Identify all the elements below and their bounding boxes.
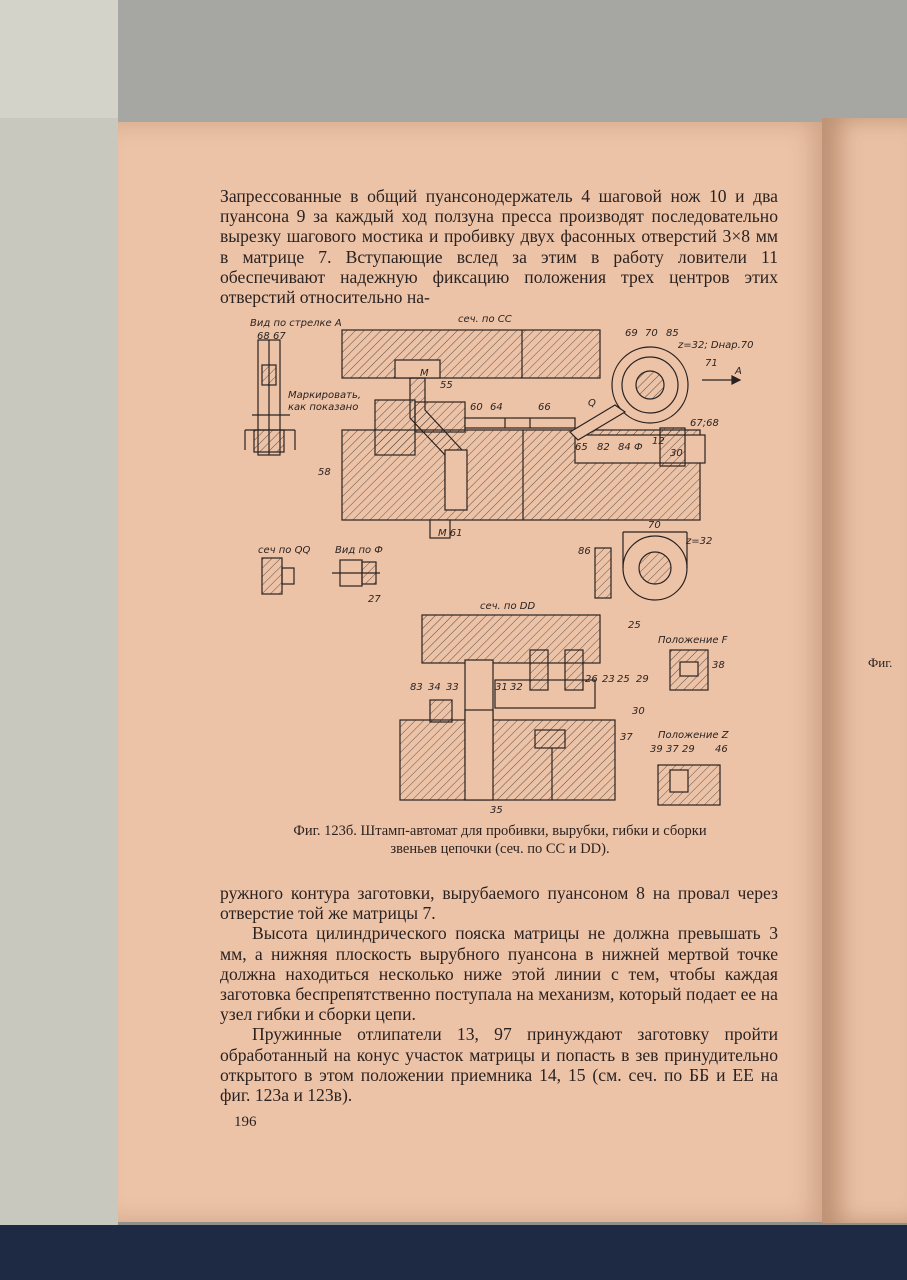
label-dim-70: 70: [648, 520, 661, 531]
label-23: 23: [602, 674, 615, 685]
label-37: 37: [620, 732, 633, 743]
label-85: 85: [666, 328, 679, 339]
label-section-dd: сеч. по DD: [480, 601, 536, 612]
label-39: 39: [650, 744, 663, 755]
label-64: 64: [490, 402, 503, 413]
label-25: 25: [628, 620, 641, 631]
label-58: 58: [318, 467, 331, 478]
paragraph-top: [220, 186, 778, 307]
paragraph-mid-text: ружного контура заготовки, вырубаемого пуансоном 8 на провал через отверстие той же матрицы 7.: [220, 883, 778, 924]
figure-caption: [240, 822, 760, 858]
label-mark-1: Маркировать,: [288, 390, 362, 401]
label-67: 67: [273, 331, 286, 342]
scan-background-left-strip: [0, 118, 118, 1280]
label-60: 60: [470, 402, 483, 413]
figure-caption-line-2: звеньев цепочки (сеч. по CC и DD).: [390, 841, 610, 857]
figure-caption-line-1: Фиг. 123б. Штамп-автомат для пробивки, вырубки, гибки и сборки: [293, 823, 707, 839]
label-32: 32: [510, 682, 523, 693]
label-z32: z=32: [686, 536, 713, 547]
paragraph-top-text: Запрессованные в общий пуансонодержатель 4 шаговой нож 10 и два пуансона 9 за каждый ход ползуна пресса производят последовательно вырезку шагового мостика и пробивку двух фасонных отверстий 3×8 мм в матрице 7. Вступающие вслед за этим в работу ловители 11 обеспечивают надежную фиксацию положения трех центров этих отверстий относительно на-: [220, 186, 778, 308]
label-71: 71: [705, 358, 718, 369]
label-37b: 37: [666, 744, 679, 755]
label-m61: M 61: [438, 528, 463, 539]
label-30a: 30: [670, 448, 683, 459]
label-46: 46: [715, 744, 728, 755]
next-page-figure-label: Фиг.: [868, 655, 893, 670]
scan-background-bottom: [0, 1225, 907, 1280]
label-section-cc: сеч. по CC: [458, 314, 512, 325]
label-26: 26: [585, 674, 598, 685]
label-section-qq: сеч по QQ: [258, 545, 311, 556]
label-34: 34: [428, 682, 441, 693]
label-70: 70: [645, 328, 658, 339]
label-mark-2: как показано: [288, 402, 359, 413]
label-66: 66: [538, 402, 551, 413]
label-83: 83: [410, 682, 423, 693]
paragraph-3-text: Пружинные отлипатели 13, 97 принуждают заготовку пройти обработанный на конус участок матрицы и попасть в зев принудительно открытого в этом положении приемника 14, 15 (см. сеч. по ББ и ЕЕ на фиг. 123а и 123в).: [220, 1024, 778, 1106]
label-q: Q: [588, 398, 596, 409]
label-65: 65: [575, 442, 588, 453]
label-38: 38: [712, 660, 725, 671]
label-69: 69: [625, 328, 638, 339]
label-view-phi: Вид по Ф: [335, 545, 383, 556]
label-82: 82: [597, 442, 610, 453]
label-view-arrow-a: Вид по стрелке A: [250, 318, 342, 329]
label-position-z: Положение Z: [658, 730, 729, 741]
label-68: 68: [257, 331, 270, 342]
label-33: 33: [446, 682, 459, 693]
paragraph-continuation: [220, 883, 778, 1105]
label-z-d: z=32; Dнар.70: [678, 340, 754, 351]
label-29: 29: [636, 674, 649, 685]
label-84: 84: [618, 442, 631, 453]
label-27: 27: [368, 594, 381, 605]
label-67-68: 67;68: [690, 418, 719, 429]
figure-123b-drawing: [240, 310, 760, 815]
label-29b: 29: [682, 744, 695, 755]
label-12: 12: [652, 436, 665, 447]
label-30b: 30: [632, 706, 645, 717]
label-position-f: Положение F: [658, 635, 728, 646]
page-number: 196: [234, 1114, 257, 1130]
label-m55: M: [420, 368, 429, 379]
label-phi: Ф: [634, 442, 643, 453]
scan-background-top: [0, 0, 907, 125]
label-35: 35: [490, 805, 503, 815]
label-25b: 25: [617, 674, 630, 685]
paragraph-2-text: Высота цилиндрического пояска матрицы не должна превышать 3 мм, а нижняя плоскость вырубного пуансона в нижней мертвой точке должна находиться несколько ниже этой линии с тем, чтобы каждая заготовка беспрепятственно поступала на механизм, который подает ее на узел гибки и сборки цепи.: [220, 923, 778, 1025]
next-page-edge: [822, 118, 907, 1223]
label-86: 86: [578, 546, 591, 557]
label-55: 55: [440, 380, 453, 391]
label-letter-a: A: [735, 366, 742, 377]
label-31: 31: [495, 682, 508, 693]
